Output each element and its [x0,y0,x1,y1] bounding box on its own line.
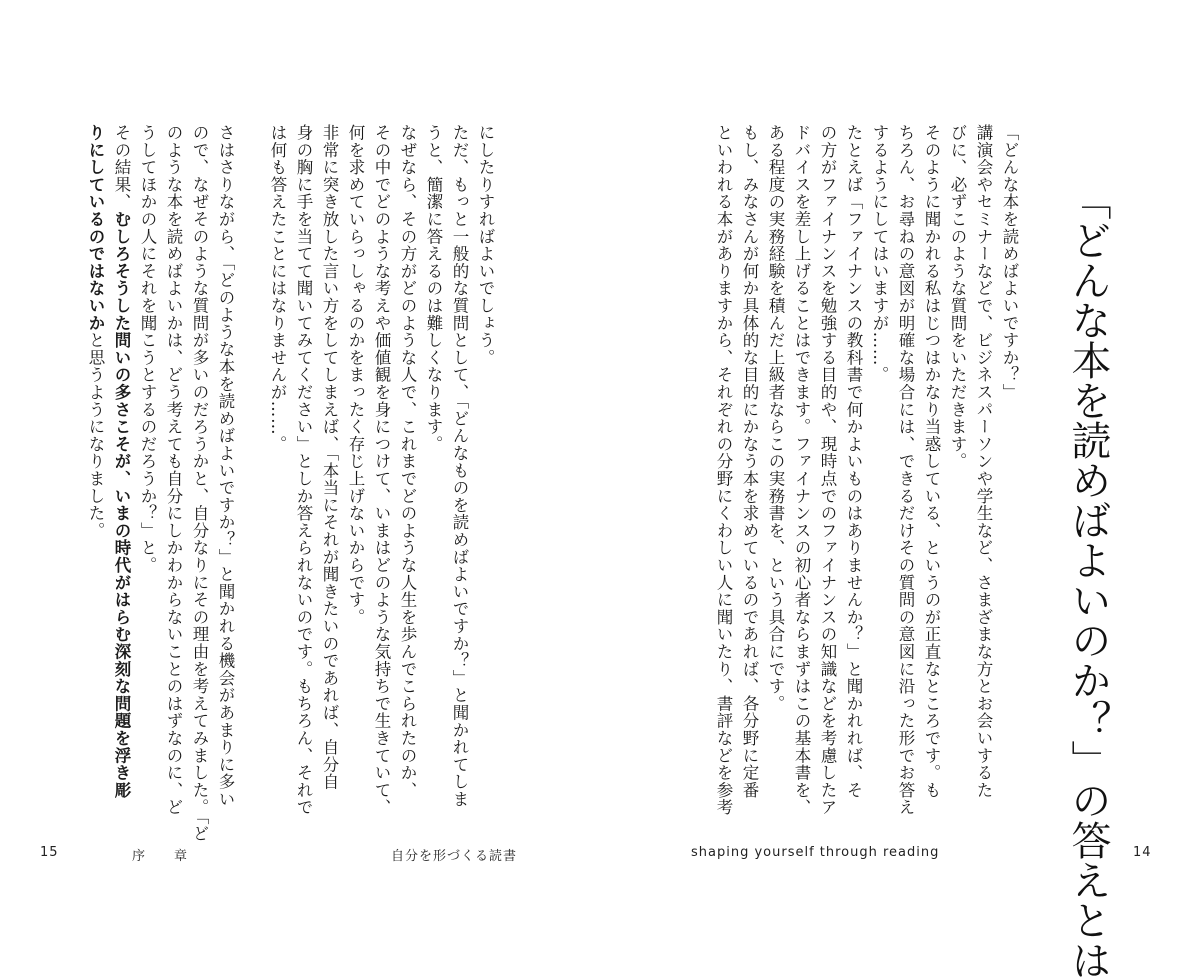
text-line: たとえば「ファイナンスの教科書で何かよいものはありませんか？」と聞かれれば、そ [844,124,863,799]
text-line: ドバイスを差し上げることはできます。ファイナンスの初心者ならまずはこの基本書を、 [792,124,811,816]
text-line: 講演会やセミナーなどで、ビジネスパーソンや学生など、さまざまな方とお会いするた [974,124,993,799]
page-number-right: 14 [1133,845,1152,860]
chapter-heading: 「どんな本を読めばよいのか？」の答えとは [1065,180,1111,980]
text-line: なぜなら、その方がどのような人で、これまでどのような人生を歩んでこられたのか、 [398,124,417,799]
text-line [82,124,108,784]
text-line: うしてほかの人にそれを聞こうとするのだろうか？」と。 [138,124,157,574]
left-page-body [60,124,498,843]
text-line: にしたりすればよいでしょう。 [476,124,495,367]
right-page-body [672,124,1022,816]
blank-line [238,124,264,784]
text-line: さはさりながら、「どのような本を読めばよいですか？」と聞かれる機会があまりに多い [216,124,235,808]
text-line: は何も答えたことにはなりませんが……。 [268,124,287,453]
chapter-label: 序 章 [132,849,189,864]
text-line: するようにしてはいますが……。 [870,124,889,384]
text-run: と思うようになりました。 [86,331,105,540]
text-line: うと、簡潔に答えるのは難しくなります。 [424,124,443,453]
text-line: ので、なぜそのような質問が多いのだろうかと、自分なりにその理由を考えてみました。「ど [190,124,209,843]
text-line: その中でどのような考えや価値観を身につけて、いまはどのような気持ちで生きていて、 [372,124,391,816]
text-run: その結果、 [112,124,131,211]
text-line: といわれる本がありますから、それぞれの分野にくわしい人に聞いたり、書評などを参考 [714,124,733,816]
bold-text: むしろそうした問いの多さこそが、いまの時代がはらむ深刻な問題を浮き彫 [112,210,131,799]
text-line: 身の胸に手を当てて聞いてみてください」としか答えられないのです。もちろん、それで [294,124,313,816]
text-line: 何を求めていらっしゃるのかをまったく存じ上げないからです。 [346,124,365,626]
text-line: 「どんな本を読めばよいですか？」 [1000,124,1019,401]
bold-text: りにしているのではないか [86,124,105,332]
page-number-left: 15 [40,845,59,860]
text-line: のような本を読めばよいかは、どう考えても自分にしかわからないことのはずなのに、ど [164,124,183,816]
text-line: びに、必ずこのような質問をいただきます。 [948,124,967,470]
book-title-jp: 自分を形づくる読書 [391,849,518,864]
text-line: 非常に突き放した言い方をしてしまえば、「本当にそれが聞きたいのであれば、自分自 [320,124,339,791]
text-line [108,124,134,799]
text-line: ただ、もっと一般的な質問として、「どんなものを読めばよいですか？」と聞かれてしま [450,124,469,808]
text-line: もし、みなさんが何か具体的な目的にかなう本を求めているのであれば、各分野に定番 [740,124,759,799]
text-line: ある程度の実務経験を積んだ上級者ならこの実務書を、という具合にです。 [766,124,785,713]
text-line: そのように聞かれる私はじつはかなり当惑している、というのが正直なところです。も [922,124,941,799]
text-line: の方がファイナンスを勉強する目的や、現時点でのファイナンスの知識などを考慮したア [818,124,837,816]
book-title-en: shaping yourself through reading [691,845,940,860]
text-line: ちろん、お尋ねの意図が明確な場合には、できるだけその質問の意図に沿った形でお答え [896,124,915,816]
